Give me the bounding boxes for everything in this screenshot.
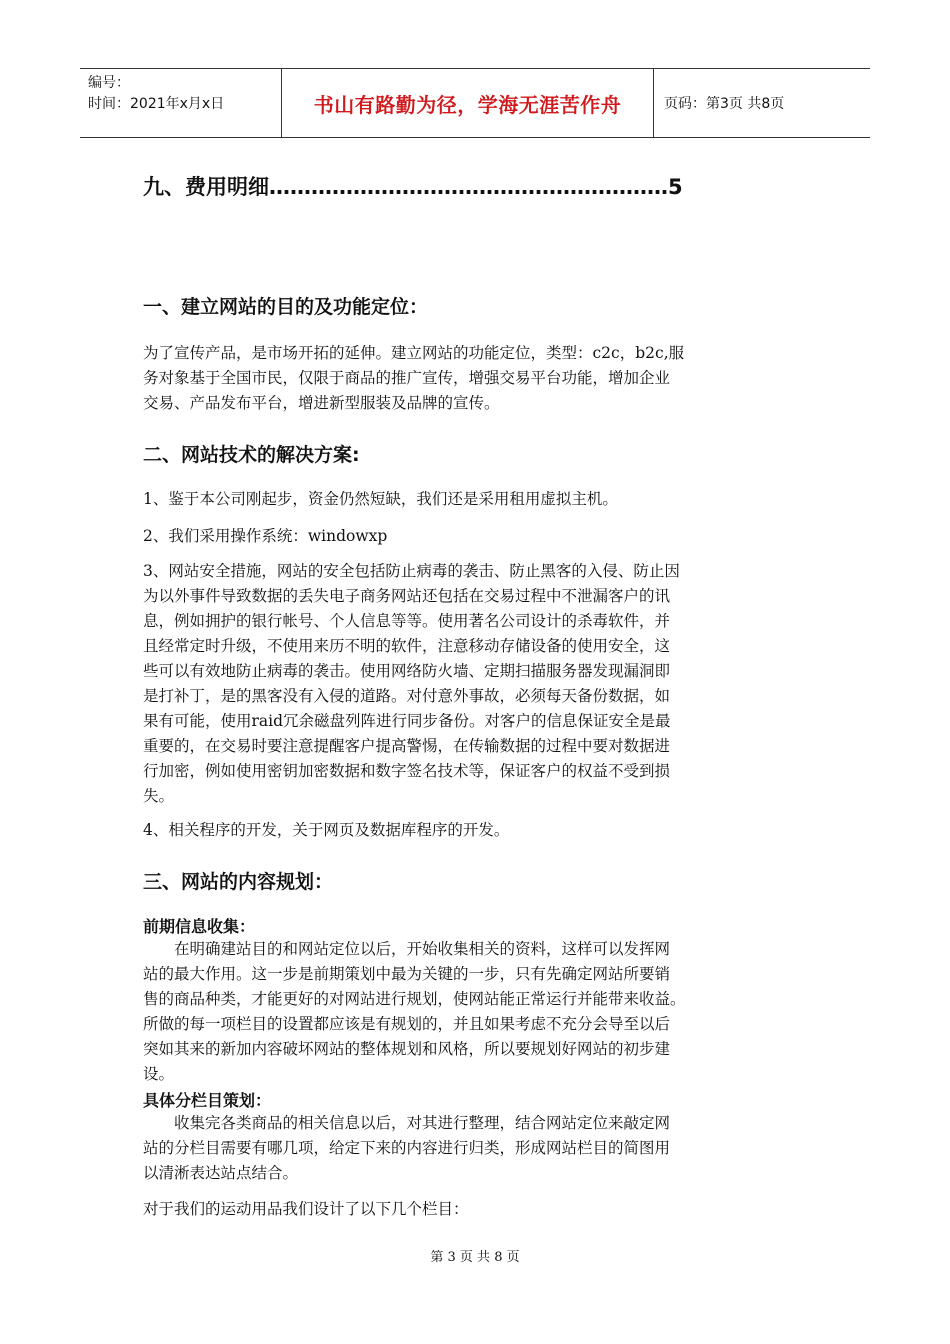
text-line: 收集完各类商品的相关信息以后，对其进行整理，结合网站定位来敲定网 bbox=[174, 1114, 671, 1132]
text-line: 1、鉴于本公司刚起步，资金仍然短缺，我们还是采用租用虚拟主机。 bbox=[143, 490, 618, 508]
sub1-title: 前期信息收集： bbox=[143, 917, 256, 936]
text-line: 为了宣传产品，是市场开拓的延伸。建立网站的功能定位，类型：c2c，b2c,服 bbox=[143, 344, 685, 362]
header-page-cell bbox=[654, 69, 870, 137]
page-footer: 第 3 页 共 8 页 bbox=[430, 1250, 520, 1265]
text-line: 4、相关程序的开发，关于网页及数据库程序的开发。 bbox=[143, 821, 510, 839]
text-line: 2、我们采用操作系统：windowxp bbox=[143, 527, 388, 545]
number-label: 编号： bbox=[88, 75, 130, 91]
text-line: 站的分栏目需要有哪几项，给定下来的内容进行归类，形成网站栏目的简图用 bbox=[143, 1139, 671, 1157]
page-label: 页码：第3页 共8页 bbox=[664, 96, 785, 112]
text-line: 失。 bbox=[143, 787, 175, 805]
text-line: 所做的每一项栏目的设置都应该是有规划的，并且如果考虑不充分会导至以后 bbox=[143, 1015, 671, 1033]
text-line: 突如其来的新加内容破坏网站的整体规划和风格，所以要规划好网站的初步建 bbox=[143, 1040, 671, 1058]
section2-item4 bbox=[143, 818, 808, 843]
sub2-paragraph bbox=[143, 1111, 808, 1186]
text-line: 且经常定时升级，不使用来历不明的软件，注意移动存储设备的使用安全，这 bbox=[143, 637, 671, 655]
sub1-paragraph bbox=[143, 937, 808, 1087]
toc-entry: 九、费用明细…………………………………………………5 bbox=[143, 175, 683, 199]
text-line: 站的最大作用。这一步是前期策划中最为关键的一步，只有先确定网站所要销 bbox=[143, 965, 671, 983]
section2-title: 二、网站技术的解决方案: bbox=[143, 444, 360, 466]
text-line: 是打补丁，是的黑客没有入侵的道路。对付意外事故，必须每天备份数据，如 bbox=[143, 687, 671, 705]
section2-item2 bbox=[143, 524, 808, 549]
text-line: 以清淅表达站点结合。 bbox=[143, 1164, 299, 1182]
text-line: 3、网站安全措施，网站的安全包括防止病毒的袭击、防止黑客的入侵、防止因 bbox=[143, 562, 680, 580]
text-line: 果有可能，使用raid冗余磁盘列阵进行同步备份。对客户的信息保证安全是最 bbox=[143, 712, 671, 730]
section2-item3 bbox=[143, 559, 808, 809]
text-line: 在明确建站目的和网站定位以后，开始收集相关的资料，这样可以发挥网 bbox=[174, 940, 671, 958]
header-info-cell bbox=[80, 69, 282, 137]
text-line: 为以外事件导致数据的丢失电子商务网站还包括在交易过程中不泄漏客户的讯 bbox=[143, 587, 671, 605]
section3-title: 三、网站的内容规划： bbox=[143, 871, 334, 893]
section2-item1 bbox=[143, 487, 808, 512]
text-line: 对于我们的运动用品我们设计了以下几个栏目： bbox=[143, 1200, 469, 1218]
section1-title: 一、建立网站的目的及功能定位： bbox=[143, 296, 429, 318]
text-line: 交易、产品发布平台，增进新型服装及品牌的宣传。 bbox=[143, 394, 500, 412]
text-line: 些可以有效地防止病毒的袭击。使用网络防火墙、定期扫描服务器发现漏洞即 bbox=[143, 662, 671, 680]
text-line: 息，例如拥护的银行帐号、个人信息等等。使用著名公司设计的杀毒软件，并 bbox=[143, 612, 671, 630]
text-line: 重要的，在交易时要注意提醒客户提高警惕，在传输数据的过程中要对数据进 bbox=[143, 737, 671, 755]
header-motto-cell bbox=[282, 69, 654, 137]
text-line: 务对象基于全国市民，仅限于商品的推广宣传，增强交易平台功能，增加企业 bbox=[143, 369, 671, 387]
text-line: 设。 bbox=[143, 1065, 175, 1083]
time-label: 时间：2021年x月x日 bbox=[88, 96, 225, 112]
text-line: 售的商品种类，才能更好的对网站进行规划，使网站能正常运行并能带来收益。 bbox=[143, 990, 686, 1008]
section1-paragraph bbox=[143, 341, 808, 416]
text-line: 行加密，例如使用密钥加密数据和数字签名技术等，保证客户的权益不受到损 bbox=[143, 762, 671, 780]
motto-text: 书山有路勤为径，学海无涯苦作舟 bbox=[313, 92, 622, 117]
closing-line bbox=[143, 1197, 808, 1222]
sub2-title: 具体分栏目策划： bbox=[143, 1091, 272, 1110]
header-table bbox=[80, 68, 870, 138]
